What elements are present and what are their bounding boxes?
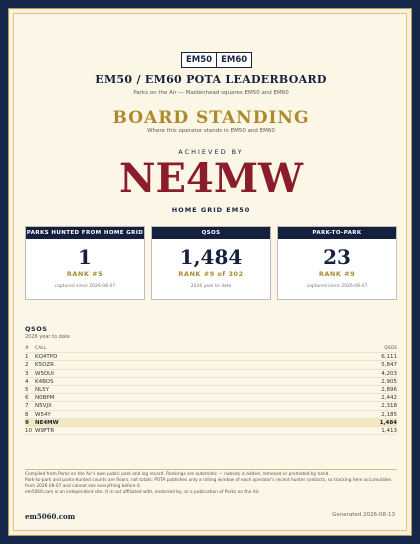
card-header: QSOS (152, 227, 270, 239)
generated-date: Generated 2026-08-13 (332, 512, 395, 518)
row-call: W9FTR (35, 427, 55, 434)
logo-em60: EM60 (216, 53, 251, 67)
footer-notes (25, 472, 397, 496)
row-call: K5DZR (35, 362, 54, 369)
row-value: 2,905 (381, 378, 397, 385)
row-call: N5VJX (35, 403, 52, 410)
table-row (25, 378, 397, 386)
row-call: NL5Y (35, 386, 50, 393)
card-rank: RANK #9 of 302 (178, 270, 244, 278)
page-frame (8, 8, 412, 536)
footer-note-3: em5060.com is an independent site. It is not affiliated with, endorsed by, or a publication of Parks on the Air. (25, 490, 260, 495)
card-header: PARKS HUNTED FROM HOME GRID (26, 227, 144, 239)
card-qsos (151, 226, 271, 300)
col-header-call: CALL (35, 346, 47, 351)
row-rank: 8 (25, 411, 29, 418)
row-value: 2,442 (381, 395, 397, 402)
row-call: N0BPM (35, 395, 55, 402)
row-value: 6,111 (381, 354, 397, 361)
row-rank: 2 (25, 362, 29, 369)
row-rank: 9 (25, 419, 29, 426)
qsos-table (25, 345, 397, 435)
table-row (25, 402, 397, 410)
table-row-highlighted (25, 419, 397, 427)
page-subtitle: Parks on the Air — Maidenhead squares EM50 and EM60 (133, 90, 289, 96)
table-row (25, 427, 397, 435)
card-header: PARK-TO-PARK (278, 227, 396, 239)
card-rank: RANK #9 (318, 270, 356, 278)
row-rank: 7 (25, 403, 29, 410)
operator-callsign: NE4MW (118, 155, 304, 202)
table-row (25, 353, 397, 361)
page-title: EM50 / EM60 POTA LEADERBOARD (95, 73, 327, 86)
card-caption: 2026 year to date (190, 284, 232, 289)
row-call: W5DUI (35, 370, 54, 377)
card-rank: RANK #5 (66, 270, 104, 278)
table-row (25, 361, 397, 369)
row-value: 4,203 (381, 370, 397, 377)
achieved-by-label: ACHIEVED BY (178, 148, 244, 156)
logo-em50: EM50 (186, 55, 213, 65)
qsos-section-title: QSOS (25, 325, 48, 333)
footer-divider (25, 469, 397, 470)
table-header-row (25, 345, 397, 353)
board-standing-title: BOARD STANDING (112, 108, 310, 128)
site-link[interactable]: em5060.com (25, 512, 76, 521)
card-parks-hunted (25, 226, 145, 300)
site-logo (181, 52, 252, 68)
row-call: W54Y (35, 411, 51, 418)
col-header-rank: # (25, 346, 29, 351)
table-row (25, 386, 397, 394)
footer-note-2: Park-to-park and parks-hunted counts are floors, not totals: POTA publishes only a rolling window of each operator's recent hunter contacts, so tracking here accumulates from 2026-08-07 and cannot see everything before it. (25, 478, 392, 489)
table-row (25, 370, 397, 378)
qsos-section-subtitle: 2026 year to date (25, 334, 70, 340)
card-park-to-park (277, 226, 397, 300)
page-inner (13, 13, 407, 531)
footer-note-1: Compiled from Parks on the Air's own public park and log record. Rankings are automatic — nobody is added, removed or promoted by hand. (25, 472, 330, 477)
row-value: 1,413 (381, 427, 397, 434)
row-call: K4BOS (35, 378, 54, 385)
row-value: 1,484 (379, 419, 397, 426)
card-value: 23 (323, 245, 351, 269)
home-grid-label: HOME GRID EM50 (171, 206, 251, 214)
card-caption: captured since 2026-08-07 (306, 284, 368, 289)
table-row (25, 411, 397, 419)
card-value: 1,484 (179, 245, 243, 269)
card-caption: captured since 2026-08-07 (54, 284, 116, 289)
row-rank: 1 (25, 354, 29, 361)
row-value: 2,896 (381, 386, 397, 393)
card-value: 1 (78, 245, 92, 269)
row-rank: 6 (25, 395, 29, 402)
row-value: 2,318 (381, 403, 397, 410)
row-rank: 5 (25, 386, 29, 393)
row-value: 5,847 (381, 362, 397, 369)
table-row (25, 394, 397, 402)
row-rank: 10 (25, 427, 32, 434)
row-rank: 4 (25, 378, 29, 385)
row-call: KQ4TPD (35, 354, 58, 361)
row-rank: 3 (25, 370, 29, 377)
row-call: NE4MW (35, 419, 59, 426)
row-value: 2,185 (381, 411, 397, 418)
board-standing-subtitle: Where this operator stands in EM50 and EM60 (147, 128, 275, 134)
col-header-qsos: QSOS (384, 346, 397, 351)
